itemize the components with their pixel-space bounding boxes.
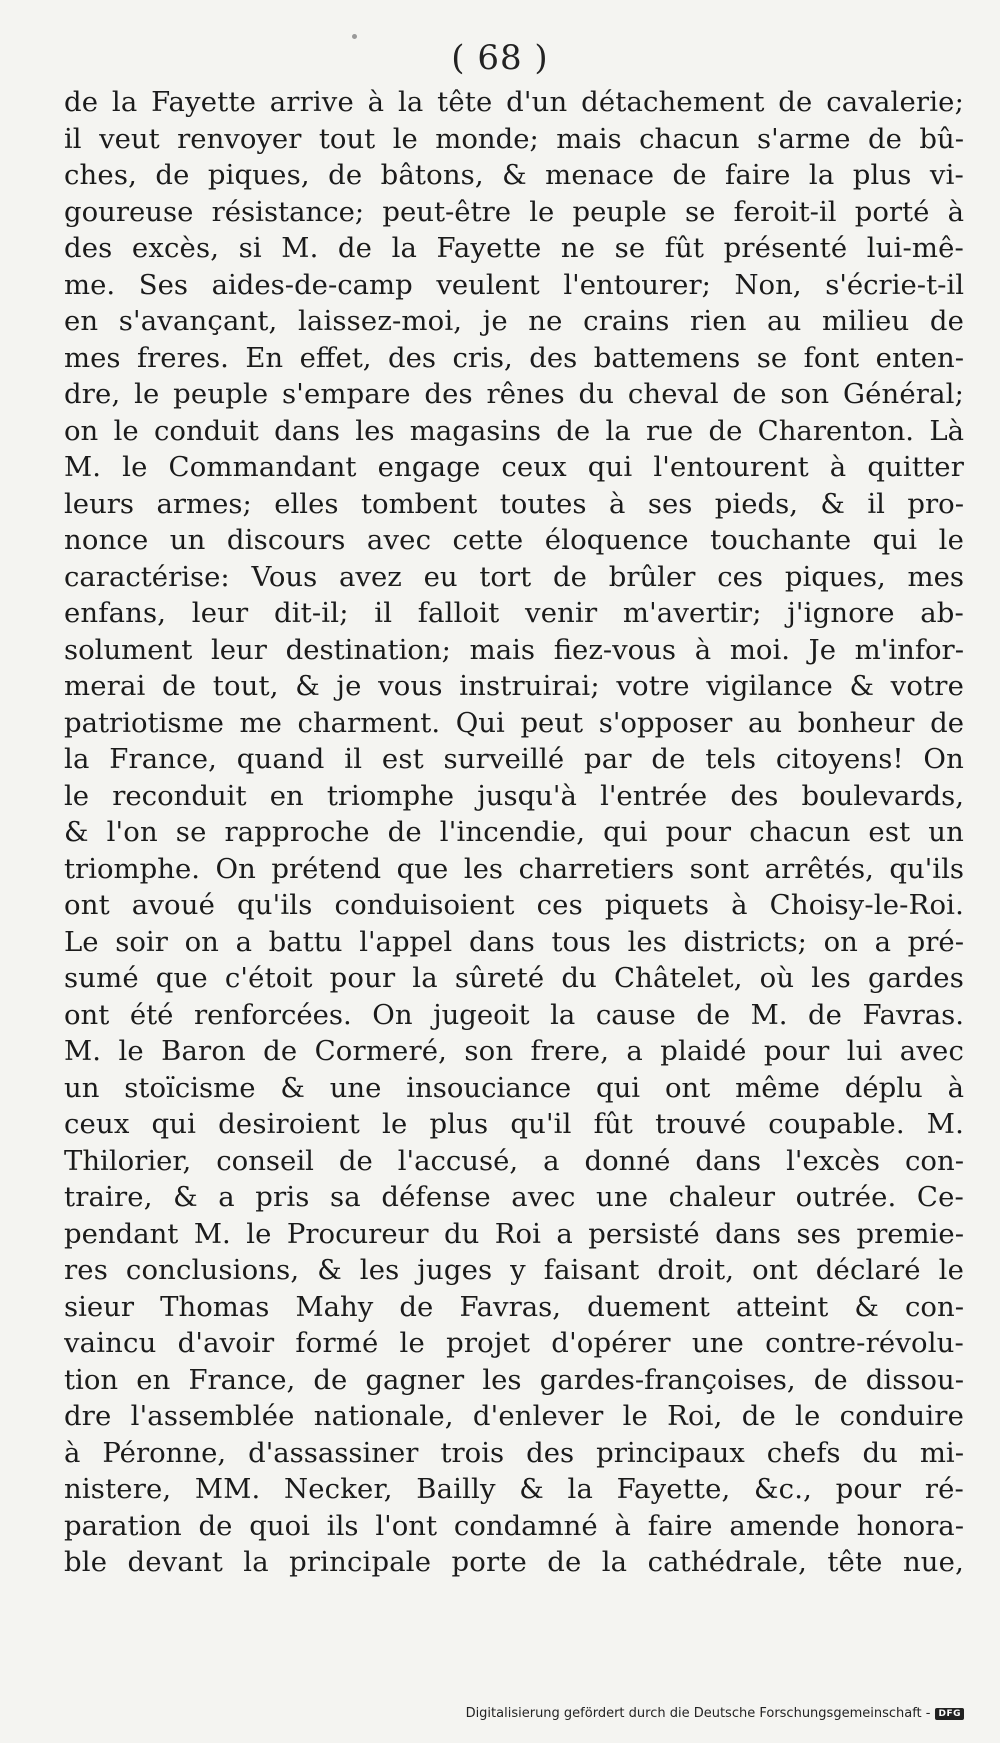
text-line: paration de quoi ils l'ont condamné à faire amende honora- xyxy=(64,1509,964,1542)
text-line: dre l'assemblée nationale, d'enlever le Roi, de le conduire xyxy=(64,1400,964,1432)
digitization-footer xyxy=(466,1706,964,1721)
text-line: merai de tout, & je vous instruirai; votre vigilance & votre xyxy=(64,670,964,702)
text-line: nonce un discours avec cette éloquence touchante qui le xyxy=(64,524,964,556)
page-number: ( 68 ) xyxy=(451,38,549,78)
text-line: nistere, MM. Necker, Bailly & la Fayette, &c., pour ré- xyxy=(64,1473,964,1505)
text-line: triomphe. On prétend que les charretiers sont arrêtés, qu'ils xyxy=(64,852,964,885)
text-line: pendant M. le Procureur du Roi a persisté dans ses premie- xyxy=(64,1217,964,1250)
text-line: res conclusions, & les juges y faisant droit, ont déclaré le xyxy=(64,1254,964,1286)
text-line: sumé que c'étoit pour la sûreté du Châtelet, où les gardes xyxy=(64,962,964,994)
body-text xyxy=(64,84,964,1581)
text-line: vaincu d'avoir formé le projet d'opérer une contre-révolu- xyxy=(64,1327,964,1359)
text-line: solument leur destination; mais fiez-vous à moi. Je m'infor- xyxy=(64,633,964,666)
text-line: enfans, leur dit-il; il falloit venir m'avertir; j'ignore ab- xyxy=(64,597,964,629)
text-line: il veut renvoyer tout le monde; mais chacun s'arme de bû- xyxy=(64,122,964,155)
text-line: tion en France, de gagner les gardes-françoises, de dissou- xyxy=(64,1363,964,1396)
text-line: de la Fayette arrive à la tête d'un détachement de cavalerie; xyxy=(64,86,964,118)
text-line: M. le Commandant engage ceux qui l'entourent à quitter xyxy=(64,451,964,483)
text-line: ceux qui desiroient le plus qu'il fût trouvé coupable. M. xyxy=(64,1108,964,1140)
text-line: ches, de piques, de bâtons, & menace de faire la plus vi- xyxy=(64,159,964,191)
text-line: des excès, si M. de la Fayette ne se fût présenté lui-mê- xyxy=(64,232,964,264)
text-line: goureuse résistance; peut-être le peuple se feroit-il porté à xyxy=(64,195,964,228)
text-line: la France, quand il est surveillé par de tels citoyens! On xyxy=(64,743,964,775)
text-line: mes freres. En effet, des cris, des battemens se font enten- xyxy=(64,341,964,374)
text-line: le reconduit en triomphe jusqu'à l'entrée des boulevards, xyxy=(64,779,964,812)
text-line: caractérise: Vous avez eu tort de brûler ces piques, mes xyxy=(64,560,964,593)
text-line: Le soir on a battu l'appel dans tous les districts; on a pré- xyxy=(64,925,964,958)
footer-credit: Digitalisierung gefördert durch die Deutsche Forschungsgemeinschaft - xyxy=(465,1706,931,1721)
text-line: traire, & a pris sa défense avec une chaleur outrée. Ce- xyxy=(64,1181,964,1213)
text-line: à Péronne, d'assassiner trois des principaux chefs du mi- xyxy=(64,1436,964,1469)
text-line: un stoïcisme & une insouciance qui ont même déplu à xyxy=(64,1071,964,1104)
text-line: me. Ses aides-de-camp veulent l'entourer; Non, s'écrie-t-il xyxy=(64,268,964,301)
dfg-logo: DFG xyxy=(935,1708,964,1720)
text-line: on le conduit dans les magasins de la rue de Charenton. Là xyxy=(64,414,964,447)
text-line: leurs armes; elles tombent toutes à ses pieds, & il pro- xyxy=(64,487,964,520)
text-line: sieur Thomas Mahy de Favras, duement atteint & con- xyxy=(64,1290,964,1323)
text-line: dre, le peuple s'empare des rênes du cheval de son Général; xyxy=(64,378,964,410)
text-line: ont avoué qu'ils conduisoient ces piquets à Choisy-le-Roi. xyxy=(64,889,964,921)
text-line: patriotisme me charment. Qui peut s'opposer au bonheur de xyxy=(64,706,964,739)
text-line: en s'avançant, laissez-moi, je ne crains rien au milieu de xyxy=(64,305,964,337)
text-line: Thilorier, conseil de l'accusé, a donné dans l'excès con- xyxy=(64,1144,964,1177)
text-line: M. le Baron de Cormeré, son frere, a plaidé pour lui avec xyxy=(64,1035,964,1067)
text-line: ont été renforcées. On jugeoit la cause de M. de Favras. xyxy=(64,998,964,1031)
text-line: ble devant la principale porte de la cathédrale, tête nue, xyxy=(64,1546,964,1578)
text-line: & l'on se rapproche de l'incendie, qui pour chacun est un xyxy=(64,816,964,848)
